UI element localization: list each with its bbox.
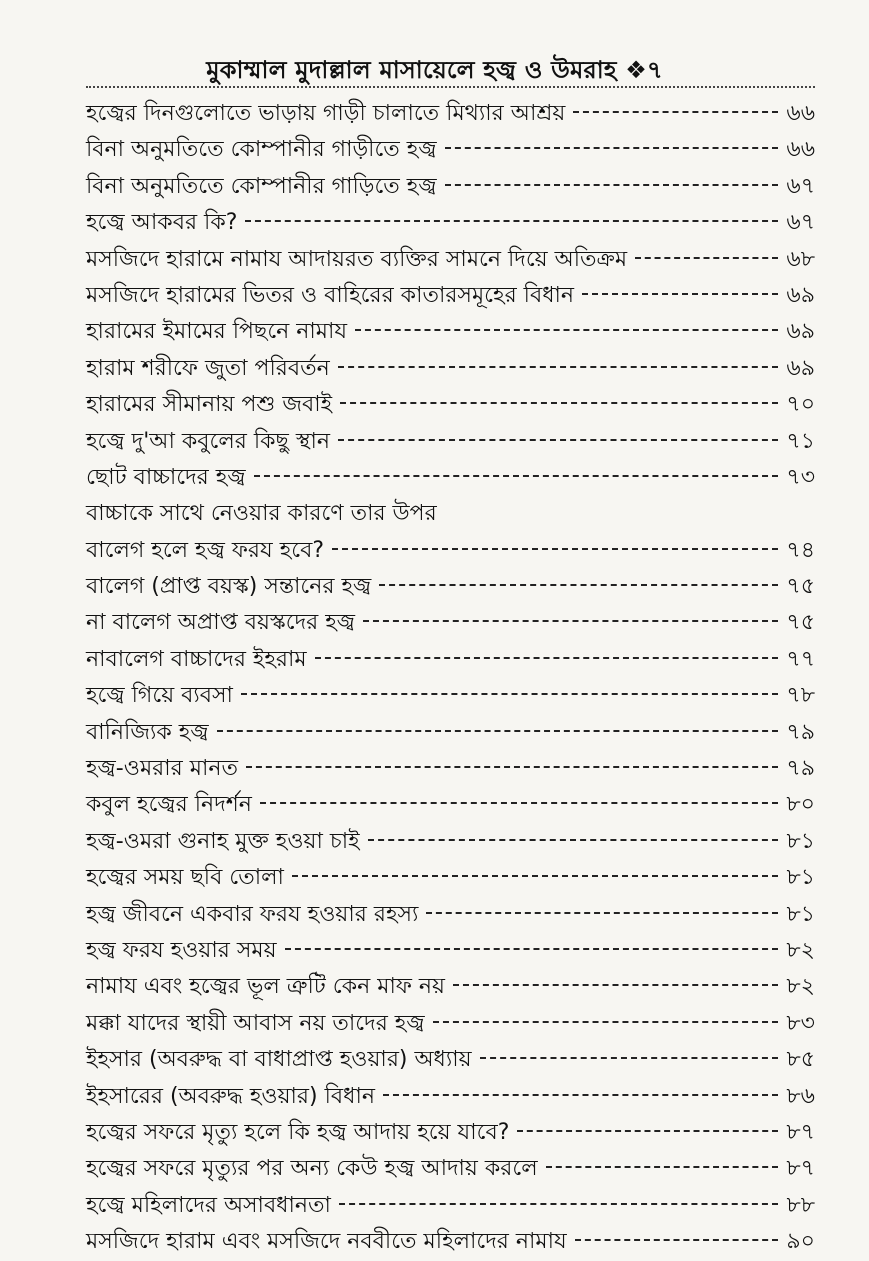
toc-entry-page: ৮১ <box>786 828 815 854</box>
toc-entry-title: বালেগ হলে হজ্ব ফরয হবে? <box>86 537 325 563</box>
toc-entry-page: ৮৬ <box>786 1083 815 1109</box>
dot-leader <box>546 1166 779 1168</box>
toc-entry-title: হজ্বে আকবর কি? <box>86 210 238 236</box>
toc-entry-page: ৮৭ <box>786 1119 815 1145</box>
dot-leader <box>573 111 778 113</box>
toc-entry-page: ৮৮ <box>786 1192 815 1218</box>
toc-entry-title: হজ্বে গিয়ে ব্যবসা <box>86 683 233 709</box>
toc-entry-title: হজ্ব ফরয হওয়ার সময় <box>86 937 277 963</box>
toc-entry <box>86 824 815 860</box>
toc-entry <box>86 96 815 132</box>
toc-entry <box>86 751 815 787</box>
toc-entry <box>86 1188 815 1224</box>
toc-entry <box>86 387 815 423</box>
toc-entry-page: ৬৬ <box>786 101 815 126</box>
dot-leader <box>453 984 778 986</box>
dot-leader <box>241 693 778 695</box>
toc-entry-page: ৬৭ <box>786 173 815 199</box>
ornament-icon: ❖ <box>625 56 647 84</box>
header-divider <box>86 86 815 88</box>
toc-entry <box>86 897 815 933</box>
dot-leader <box>426 912 778 914</box>
toc-entry-page: ৮১ <box>786 865 815 891</box>
toc-entry-page: ৭১ <box>786 428 815 454</box>
toc-entry-page: ৭৯ <box>786 756 815 782</box>
toc-entry-title: হজ্বের সফরে মৃত্যুর পর অন্য কেউ হজ্ব আদায় করলে <box>86 1156 538 1182</box>
toc-entry-page: ৬৯ <box>786 282 815 308</box>
toc-entry <box>86 205 815 241</box>
toc-entry <box>86 533 815 569</box>
toc-entry <box>86 132 815 168</box>
dot-leader <box>338 366 779 368</box>
toc-entry-title: বানিজ্যিক হজ্ব <box>86 719 209 745</box>
toc-entry-title: মক্কা যাদের স্থায়ী আবাস নয় তাদের হজ্ব <box>86 1010 425 1036</box>
dot-leader <box>339 1203 779 1205</box>
toc-entry-title: মসজিদে হারামে নামায আদায়রত ব্যক্তির সামনে দিয়ে অতিক্রম <box>86 246 628 272</box>
toc-entry <box>86 787 815 823</box>
toc-entry-title: হারাম শরীফে জুতা পরিবর্তন <box>86 355 330 381</box>
toc-entry-title: কবুল হজ্বের নিদর্শন <box>86 792 252 818</box>
toc-entry-page: ৬৬ <box>786 137 815 163</box>
toc-entry-title: বিনা অনুমতিতে কোম্পানীর গাড়িতে হজ্ব <box>86 173 437 199</box>
dot-leader <box>338 439 778 441</box>
toc-entry-title: হজ্বে মহিলাদের অসাবধানতা <box>86 1192 331 1218</box>
toc-entry-page: ৮২ <box>786 974 815 1000</box>
header-page-number: ৭ <box>646 56 663 84</box>
toc-entry <box>86 1042 815 1078</box>
toc-entry-title: হারামের ইমামের পিছনে নামায <box>86 319 348 345</box>
toc-entry <box>86 1006 815 1042</box>
toc-entry <box>86 1079 815 1115</box>
dot-leader <box>379 584 778 586</box>
toc-entry <box>86 605 815 641</box>
toc-entry <box>86 715 815 751</box>
toc-entry-page: ৮১ <box>786 901 815 927</box>
toc-entry <box>86 460 815 496</box>
toc-entry-title: বিনা অনুমতিতে কোম্পানীর গাড়ীতে হজ্ব <box>86 137 437 163</box>
toc-entry-page: ৮২ <box>786 937 815 963</box>
toc-entry-page: ৭৭ <box>786 646 815 672</box>
toc-entry-page: ৮৩ <box>786 1010 815 1036</box>
toc-entry-title: বালেগ (প্রাপ্ত বয়স্ক) সন্তানের হজ্ব <box>86 574 372 600</box>
toc-entry <box>86 678 815 714</box>
dot-leader <box>285 948 779 950</box>
dot-leader <box>315 657 779 659</box>
toc-entry-page: ৮০ <box>786 792 815 818</box>
toc-entry-title: বাচ্চাকে সাথে নেওয়ার কারণে তার উপর <box>86 501 437 527</box>
dot-leader <box>363 620 778 622</box>
dot-leader <box>245 220 778 222</box>
toc-entry <box>86 314 815 350</box>
toc-entry-page: ৭৩ <box>786 464 815 490</box>
toc-entry <box>86 1115 815 1151</box>
book-title: মুকাম্মাল মুদাল্লাল মাসায়েলে হজ্ব ও উমরাহ <box>206 56 617 84</box>
dot-leader <box>368 839 779 841</box>
toc-entry <box>86 1224 815 1260</box>
toc-entry-page: ৭০ <box>786 392 815 418</box>
dot-leader <box>340 402 778 404</box>
toc-entry <box>86 642 815 678</box>
toc-entry-page: ৬৭ <box>786 210 815 236</box>
dot-leader <box>635 257 778 259</box>
toc-entry-title: হজ্ব-ওমরা গুনাহ মুক্ত হওয়া চাই <box>86 828 360 854</box>
toc-entry-title: হজ্বের সময় ছবি তোলা <box>86 865 284 891</box>
dot-leader <box>254 475 779 477</box>
toc-entry-title: নামায এবং হজ্বের ভূল ত্রুটি কেন মাফ নয় <box>86 974 445 1000</box>
toc-entry-title: হারামের সীমানায় পশু জবাই <box>86 392 333 418</box>
toc-entry-title: মসজিদে হারামের ভিতর ও বাহিরের কাতারসমূহের বিধান <box>86 282 575 308</box>
toc-entry-title: হজ্বে দু'আ কবুলের কিছু স্থান <box>86 428 330 454</box>
toc-entry <box>86 569 815 605</box>
toc-entry-title: ইহসার (অবরুদ্ধ বা বাধাপ্রাপ্ত হওয়ার) অধ্যায় <box>86 1047 472 1073</box>
toc-entry-page: ৬৯ <box>786 355 815 381</box>
table-of-contents <box>86 96 815 1261</box>
dot-leader <box>217 730 779 732</box>
toc-entry <box>86 424 815 460</box>
dot-leader <box>332 548 778 550</box>
toc-entry-page: ৮৭ <box>786 1156 815 1182</box>
toc-entry-page: ৭৫ <box>786 610 815 636</box>
toc-entry-page: ৭৫ <box>786 574 815 600</box>
dot-leader <box>383 1094 778 1096</box>
toc-entry-title: হজ্ব-ওমরার মানত <box>86 756 238 782</box>
toc-entry-title: মসজিদে হারাম এবং মসজিদে নববীতে মহিলাদের নামায <box>86 1229 567 1255</box>
toc-entry <box>86 496 815 532</box>
dot-leader <box>433 1021 779 1023</box>
toc-entry-title: হজ্বের দিনগুলোতে ভাড়ায় গাড়ী চালাতে মিথ্যার আশ্রয় <box>86 101 566 126</box>
dot-leader <box>517 1130 778 1132</box>
toc-entry <box>86 169 815 205</box>
dot-leader <box>445 184 779 186</box>
toc-entry <box>86 933 815 969</box>
toc-entry-title: ইহসারের (অবরুদ্ধ হওয়ার) বিধান <box>86 1083 375 1109</box>
toc-entry-page: ৯০ <box>786 1229 815 1255</box>
toc-entry-title: হজ্বের সফরে মৃত্যু হলে কি হজ্ব আদায় হয়ে যাবে? <box>86 1119 510 1145</box>
dot-leader <box>355 329 778 331</box>
toc-entry-title: নাবালেগ বাচ্চাদের ইহরাম <box>86 646 307 672</box>
dot-leader <box>260 802 779 804</box>
dot-leader <box>480 1057 779 1059</box>
toc-entry-page: ৮৫ <box>786 1047 815 1073</box>
toc-entry-page: ৭৯ <box>786 719 815 745</box>
toc-entry <box>86 242 815 278</box>
toc-entry-title: হজ্ব জীবনে একবার ফরয হওয়ার রহস্য <box>86 901 419 927</box>
dot-leader <box>445 147 779 149</box>
toc-entry-page: ৭৮ <box>786 683 815 709</box>
toc-entry-title: না বালেগ অপ্রাপ্ত বয়স্কদের হজ্ব <box>86 610 356 636</box>
toc-entry-title: ছোট বাচ্চাদের হজ্ব <box>86 464 246 490</box>
dot-leader <box>582 293 778 295</box>
dot-leader <box>575 1239 779 1241</box>
toc-entry <box>86 351 815 387</box>
toc-entry <box>86 860 815 896</box>
toc-entry-page: ৬৮ <box>786 246 815 272</box>
toc-entry-page: ৬৯ <box>786 319 815 345</box>
toc-entry <box>86 278 815 314</box>
toc-entry-page: ৭৪ <box>786 537 815 563</box>
toc-entry <box>86 1151 815 1187</box>
dot-leader <box>246 766 778 768</box>
dot-leader <box>292 875 779 877</box>
toc-entry <box>86 969 815 1005</box>
